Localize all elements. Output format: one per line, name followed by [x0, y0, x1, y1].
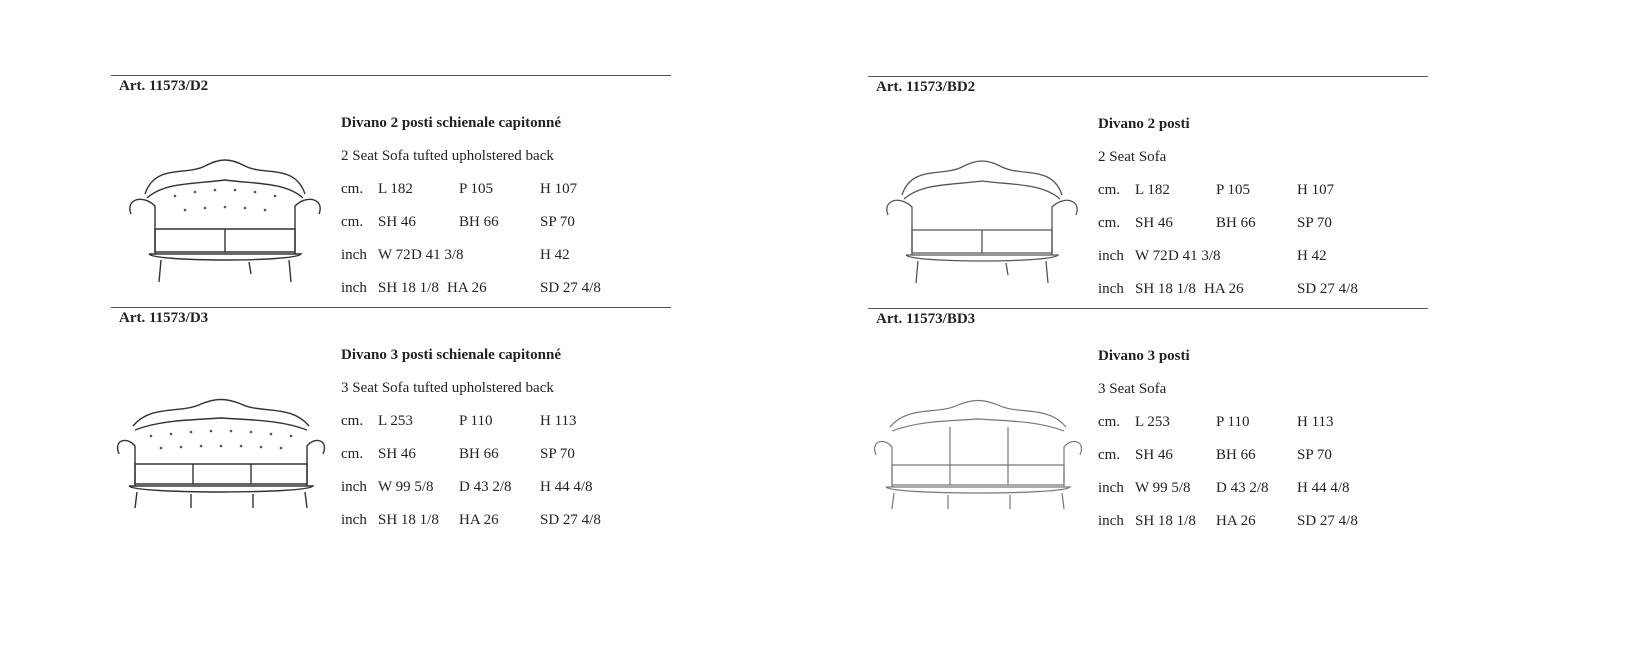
dimension-value: H 44 4/8 [1297, 480, 1350, 496]
unit-label: cm. [1098, 447, 1121, 463]
unit-label: cm. [1098, 182, 1121, 198]
article-number: Art. 11573/D3 [119, 310, 209, 326]
dimension-value: SH 46 [378, 214, 416, 230]
dimension-row [341, 180, 671, 213]
dimension-value: H 107 [540, 181, 578, 197]
dimension-value: D 41 3/8 [1168, 248, 1221, 264]
dimension-value: P 105 [1216, 182, 1251, 198]
product-title: Divano 3 posti schienale capitonné [341, 347, 562, 363]
dimension-value: SD 27 4/8 [1297, 513, 1358, 529]
dimension-value: SD 27 4/8 [540, 280, 601, 296]
product-subtitle: 2 Seat Sofa [1098, 149, 1167, 165]
dimension-row [1098, 512, 1428, 545]
dimension-value: H 42 [540, 247, 570, 263]
product-description [341, 114, 671, 312]
dimension-value: H 107 [1297, 182, 1335, 198]
dimension-value: W 72 [1135, 248, 1168, 264]
product-title: Divano 2 posti [1098, 116, 1190, 132]
dimension-row [341, 213, 671, 246]
unit-label: inch [1098, 480, 1124, 496]
product-block-d3 [111, 307, 671, 538]
dimension-value: BH 66 [1216, 215, 1256, 231]
dimension-value: SP 70 [1297, 447, 1332, 463]
unit-label: cm. [341, 413, 364, 429]
dimension-value: SH 18 1/8 [1135, 513, 1196, 529]
dimension-row [1098, 247, 1428, 280]
dimension-value: W 99 5/8 [378, 479, 434, 495]
dimension-row [341, 445, 671, 478]
dimension-value: P 105 [459, 181, 494, 197]
unit-label: inch [341, 247, 367, 263]
dimension-value: HA 26 [1216, 513, 1256, 529]
dimension-value: L 253 [1135, 414, 1170, 430]
dimension-row [341, 412, 671, 445]
unit-label: inch [341, 280, 367, 296]
dimension-row [1098, 413, 1428, 446]
dimension-value: SH 46 [1135, 447, 1173, 463]
sofa-2-seat-tufted-icon [125, 154, 325, 289]
dimension-value: SH 18 1/8 [1135, 281, 1196, 297]
sofa-3-seat-icon [868, 397, 1088, 522]
product-title: Divano 2 posti schienale capitonné [341, 115, 562, 131]
product-subtitle: 2 Seat Sofa tufted upholstered back [341, 148, 554, 164]
product-block-d2 [111, 75, 671, 306]
product-block-bd2 [868, 76, 1428, 307]
unit-label: cm. [341, 446, 364, 462]
unit-label: inch [1098, 513, 1124, 529]
dimension-value: SH 46 [1135, 215, 1173, 231]
unit-label: inch [1098, 248, 1124, 264]
unit-label: cm. [1098, 414, 1121, 430]
dimension-row [1098, 479, 1428, 512]
dimension-row [341, 246, 671, 279]
dimension-value: SH 18 1/8 [378, 512, 439, 528]
sofa-2-seat-icon [882, 155, 1082, 290]
dimension-value: HA 26 [447, 280, 487, 296]
unit-label: cm. [341, 181, 364, 197]
dimension-value: L 182 [1135, 182, 1170, 198]
dimension-value: H 113 [1297, 414, 1334, 430]
dimension-value: HA 26 [1204, 281, 1244, 297]
article-number: Art. 11573/BD3 [876, 311, 976, 327]
dimension-row [1098, 214, 1428, 247]
product-block-bd3 [868, 308, 1428, 539]
product-title: Divano 3 posti [1098, 348, 1190, 364]
dimension-value: H 44 4/8 [540, 479, 593, 495]
dimension-value: L 182 [378, 181, 413, 197]
dimension-value: HA 26 [459, 512, 499, 528]
dimension-value: H 42 [1297, 248, 1327, 264]
dimension-value: W 72 [378, 247, 411, 263]
dimension-value: SP 70 [540, 446, 575, 462]
dimension-value: P 110 [1216, 414, 1250, 430]
dimension-value: BH 66 [1216, 447, 1256, 463]
unit-label: cm. [341, 214, 364, 230]
dimension-value: L 253 [378, 413, 413, 429]
dimension-value: D 41 3/8 [411, 247, 464, 263]
dimension-value: SH 46 [378, 446, 416, 462]
unit-label: inch [1098, 281, 1124, 297]
dimension-value: SH 18 1/8 [378, 280, 439, 296]
dimension-row [341, 511, 671, 544]
dimension-value: P 110 [459, 413, 493, 429]
product-description [341, 346, 671, 544]
dimension-row [341, 478, 671, 511]
dimension-value: D 43 2/8 [1216, 480, 1269, 496]
dimension-value: SD 27 4/8 [540, 512, 601, 528]
dimension-value: BH 66 [459, 214, 499, 230]
dimension-value: W 99 5/8 [1135, 480, 1191, 496]
dimension-value: SD 27 4/8 [1297, 281, 1358, 297]
unit-label: inch [341, 479, 367, 495]
article-number: Art. 11573/BD2 [876, 79, 976, 95]
article-number: Art. 11573/D2 [119, 78, 209, 94]
dimension-value: H 113 [540, 413, 577, 429]
dimension-row [1098, 181, 1428, 214]
dimension-row [1098, 446, 1428, 479]
product-description [1098, 347, 1428, 545]
dimension-value: SP 70 [540, 214, 575, 230]
dimension-value: BH 66 [459, 446, 499, 462]
product-subtitle: 3 Seat Sofa tufted upholstered back [341, 380, 554, 396]
dimension-value: D 43 2/8 [459, 479, 512, 495]
unit-label: inch [341, 512, 367, 528]
unit-label: cm. [1098, 215, 1121, 231]
product-subtitle: 3 Seat Sofa [1098, 381, 1167, 397]
product-description [1098, 115, 1428, 313]
dimension-value: SP 70 [1297, 215, 1332, 231]
sofa-3-seat-tufted-icon [111, 396, 331, 521]
